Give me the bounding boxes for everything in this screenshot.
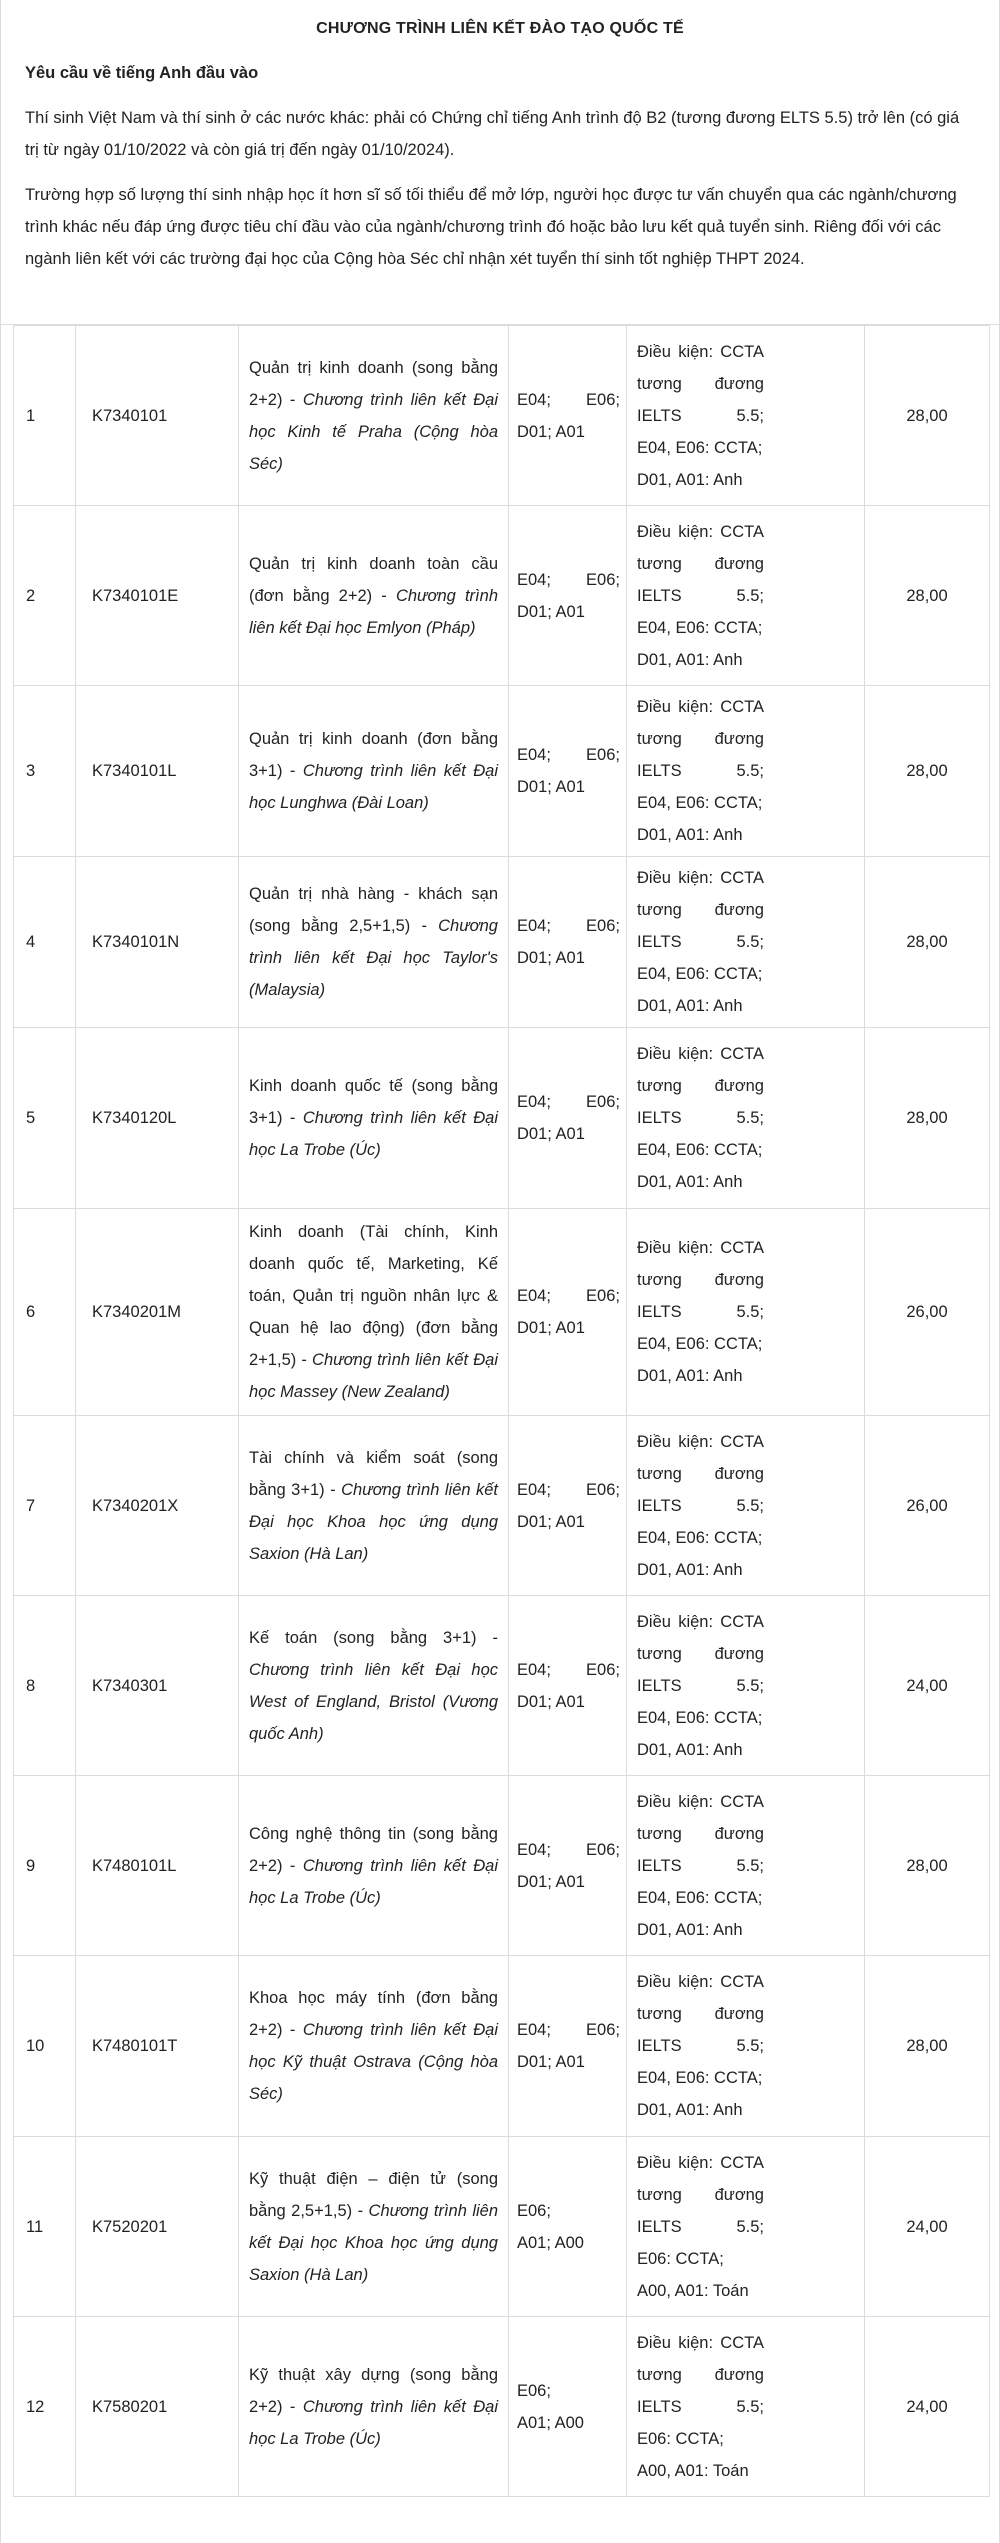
program-code: K7340101E — [76, 506, 239, 686]
requirement-line: E04, E06: CCTA; — [637, 438, 763, 457]
enrollment-note-paragraph: Trường hợp số lượng thí sinh nhập học ít hơn sĩ số tối thiểu để mở lớp, người học được tư vấn chuyển qua các ngành/chương trình khác nếu đáp ứng được tiêu chí đầu vào của ngành/chương trình đó hoặc bảo lưu kết quả tuyển sinh. Riêng đối với các ngành liên kết với các trường đại học của Cộng hòa Séc chỉ nhận xét tuyển thí sinh tốt nghiệp THPT 2024. — [25, 186, 957, 268]
table-row — [14, 2137, 990, 2317]
row-number: 2 — [14, 506, 76, 686]
table-row — [14, 857, 990, 1028]
requirements-cell — [627, 1596, 865, 1776]
requirement-line: Điều kiện: CCTA tương đương IELTS 5.5; — [637, 1792, 764, 1875]
row-number: 11 — [14, 2137, 76, 2317]
subject-combination-line: D01; A01 — [517, 602, 585, 621]
requirements-cell — [627, 1416, 865, 1596]
subject-combination-line: D01; A01 — [517, 1692, 585, 1711]
requirement-line: Điều kiện: CCTA tương đương IELTS 5.5; — [637, 2333, 764, 2416]
requirement-line: Điều kiện: CCTA tương đương IELTS 5.5; — [637, 1612, 764, 1695]
program-name-cell: Quản trị kinh doanh toàn cầu (đơn bằng 2+2) - Chương trình liên kết Đại học Emlyon (Pháp) — [239, 506, 509, 686]
requirement-line: E04, E06: CCTA; — [637, 1708, 763, 1727]
subject-combination-line: D01; A01 — [517, 1512, 585, 1531]
table-row — [14, 1209, 990, 1416]
subject-combination-line: D01; A01 — [517, 422, 585, 441]
row-number: 7 — [14, 1416, 76, 1596]
partner-program: Chương trình liên kết Đại học Lunghwa (Đài Loan) — [249, 762, 498, 812]
subject-combination-line: E06; — [517, 2201, 551, 2220]
program-name-cell: Công nghệ thông tin (song bằng 2+2) - Chương trình liên kết Đại học La Trobe (Úc) — [239, 1776, 509, 1956]
requirement-line: E04, E06: CCTA; — [637, 2069, 763, 2087]
row-number: 4 — [14, 857, 76, 1028]
requirement-line: Điều kiện: CCTA tương đương IELTS 5.5; — [637, 1239, 764, 1321]
requirement-line: D01, A01: Anh — [637, 2101, 743, 2119]
program-name-cell: Quản trị nhà hàng - khách sạn (song bằng 2,5+1,5) - Chương trình liên kết Đại học Taylor's (Malaysia) — [239, 857, 509, 1028]
subject-combination-line: E04; E06; — [517, 1287, 620, 1305]
requirements-cell — [627, 857, 865, 1028]
requirements-cell — [627, 1028, 865, 1209]
cutoff-score: 28,00 — [865, 1028, 990, 1209]
program-code: K7340301 — [76, 1596, 239, 1776]
requirement-line: Điều kiện: CCTA tương đương IELTS 5.5; — [637, 869, 764, 951]
program-name-cell: Kế toán (song bằng 3+1) - Chương trình liên kết Đại học West of England, Bristol (Vương quốc Anh) — [239, 1596, 509, 1776]
requirement-line: Điều kiện: CCTA tương đương IELTS 5.5; — [637, 1045, 764, 1127]
partner-program: Chương trình liên kết Đại học Massey (New Zealand) — [249, 1351, 498, 1401]
intro-section — [1, 0, 999, 325]
cutoff-score: 28,00 — [865, 506, 990, 686]
program-name-cell: Khoa học máy tính (đơn bằng 2+2) - Chương trình liên kết Đại học Kỹ thuật Ostrava (Cộng hòa Séc) — [239, 1956, 509, 2137]
subject-combinations-cell — [509, 2137, 627, 2317]
program-code: K7580201 — [76, 2317, 239, 2497]
partner-program: Chương trình liên kết Đại học La Trobe (Úc) — [249, 1856, 498, 1907]
requirement-line: D01, A01: Anh — [637, 1560, 743, 1579]
requirements-cell — [627, 2137, 865, 2317]
program-name-cell: Kinh doanh (Tài chính, Kinh doanh quốc tế, Marketing, Kế toán, Quản trị nguồn nhân lực & Quan hệ lao động) (đơn bằng 2+1,5) - Chương trình liên kết Đại học Massey (New Zealand) — [239, 1209, 509, 1416]
requirements-cell — [627, 1776, 865, 1956]
subject-combinations-cell — [509, 1209, 627, 1416]
program-code: K7520201 — [76, 2137, 239, 2317]
requirement-line: Điều kiện: CCTA tương đương IELTS 5.5; — [637, 698, 764, 780]
program-name: Quản trị kinh doanh toàn cầu (đơn bằng 2+2) — [249, 554, 498, 605]
subject-combinations-cell — [509, 857, 627, 1028]
program-code: K7480101T — [76, 1956, 239, 2137]
requirement-line: D01, A01: Anh — [637, 1173, 743, 1191]
partner-program: Chương trình liên kết Đại học La Trobe (Úc) — [249, 1109, 498, 1159]
subject-combination-line: E04; E06; — [517, 570, 620, 589]
subject-combination-line: D01; A01 — [517, 1125, 585, 1143]
requirements-cell — [627, 1209, 865, 1416]
subject-combination-line: A01; A00 — [517, 2413, 584, 2432]
program-name-cell: Kỹ thuật xây dựng (song bằng 2+2) - Chương trình liên kết Đại học La Trobe (Úc) — [239, 2317, 509, 2497]
requirement-line: E06: CCTA; — [637, 2249, 724, 2268]
row-number: 1 — [14, 326, 76, 506]
program-code: K7340120L — [76, 1028, 239, 1209]
program-code: K7340101L — [76, 686, 239, 857]
page-title: CHƯƠNG TRÌNH LIÊN KẾT ĐÀO TẠO QUỐC TẾ — [316, 20, 684, 37]
program-name: Kỹ thuật xây dựng (song bằng 2+2) — [249, 2365, 498, 2416]
section-heading: Yêu cầu về tiếng Anh đầu vào — [25, 64, 259, 82]
subject-combinations-cell — [509, 2317, 627, 2497]
partner-program: Chương trình liên kết Đại học Kinh tế Praha (Cộng hòa Séc) — [249, 390, 498, 473]
requirement-line: Điều kiện: CCTA tương đương IELTS 5.5; — [637, 1432, 764, 1515]
requirement-line: Điều kiện: CCTA tương đương IELTS 5.5; — [637, 2153, 764, 2236]
requirement-line: D01, A01: Anh — [637, 1367, 743, 1385]
cutoff-score: 28,00 — [865, 857, 990, 1028]
cutoff-score: 28,00 — [865, 1776, 990, 1956]
subject-combinations-cell — [509, 1596, 627, 1776]
subject-combinations-cell — [509, 1028, 627, 1209]
subject-combinations-cell — [509, 1776, 627, 1956]
program-name: Quản trị kinh doanh (song bằng 2+2) — [249, 358, 498, 409]
table-row — [14, 1776, 990, 1956]
requirement-line: Điều kiện: CCTA tương đương IELTS 5.5; — [637, 1973, 764, 2055]
cutoff-score: 24,00 — [865, 2137, 990, 2317]
subject-combination-line: D01; A01 — [517, 1872, 585, 1891]
requirements-cell — [627, 2317, 865, 2497]
program-name: Kinh doanh quốc tế (song bằng 3+1) — [249, 1077, 498, 1127]
row-number: 10 — [14, 1956, 76, 2137]
requirement-line: Điều kiện: CCTA tương đương IELTS 5.5; — [637, 522, 764, 605]
requirement-line: E06: CCTA; — [637, 2429, 724, 2448]
requirement-line: D01, A01: Anh — [637, 826, 743, 844]
cutoff-score: 24,00 — [865, 1596, 990, 1776]
program-code: K7480101L — [76, 1776, 239, 1956]
requirement-line: D01, A01: Anh — [637, 1920, 743, 1939]
requirement-line: E04, E06: CCTA; — [637, 618, 763, 637]
requirement-line: E04, E06: CCTA; — [637, 965, 763, 983]
row-number: 5 — [14, 1028, 76, 1209]
program-name-cell: Quản trị kinh doanh (đơn bằng 3+1) - Chương trình liên kết Đại học Lunghwa (Đài Loan) — [239, 686, 509, 857]
partner-program: Chương trình liên kết Đại học Emlyon (Pháp) — [249, 586, 498, 637]
program-name-cell: Kinh doanh quốc tế (song bằng 3+1) - Chương trình liên kết Đại học La Trobe (Úc) — [239, 1028, 509, 1209]
table-row — [14, 686, 990, 857]
partner-program: Chương trình liên kết Đại học Khoa học ứng dụng Saxion (Hà Lan) — [249, 2201, 499, 2284]
requirement-line: E04, E06: CCTA; — [637, 1888, 763, 1907]
cutoff-score: 28,00 — [865, 326, 990, 506]
requirement-line: D01, A01: Anh — [637, 650, 743, 669]
partner-program: Chương trình liên kết Đại học Kỹ thuật Ostrava (Cộng hòa Séc) — [249, 2021, 498, 2103]
requirement-line: D01, A01: Anh — [637, 997, 743, 1015]
requirement-line: D01, A01: Anh — [637, 1740, 743, 1759]
partner-program: Chương trình liên kết Đại học Khoa học ứng dụng Saxion (Hà Lan) — [249, 1480, 499, 1563]
cutoff-score: 28,00 — [865, 686, 990, 857]
subject-combination-line: D01; A01 — [517, 778, 585, 796]
program-name: Tài chính và kiểm soát (song bằng 3+1) — [249, 1448, 498, 1499]
subject-combination-line: E04; E06; — [517, 2021, 620, 2039]
program-name-cell: Tài chính và kiểm soát (song bằng 3+1) - Chương trình liên kết Đại học Khoa học ứng dụng Saxion (Hà Lan) — [239, 1416, 509, 1596]
programs-table — [13, 325, 990, 2497]
subject-combinations-cell — [509, 1416, 627, 1596]
program-name: Quản trị nhà hàng - khách sạn (song bằng 2,5+1,5) — [249, 885, 498, 935]
subject-combination-line: D01; A01 — [517, 2053, 585, 2071]
partner-program: Chương trình liên kết Đại học West of England, Bristol (Vương quốc Anh) — [249, 1660, 498, 1743]
partner-program: Chương trình liên kết Đại học La Trobe (Úc) — [249, 2397, 498, 2448]
requirements-cell — [627, 506, 865, 686]
requirements-cell — [627, 326, 865, 506]
subject-combination-line: E04; E06; — [517, 1093, 620, 1111]
table-row — [14, 2317, 990, 2497]
subject-combination-line: E04; E06; — [517, 746, 620, 764]
program-code: K7340201M — [76, 1209, 239, 1416]
table-row — [14, 1028, 990, 1209]
subject-combinations-cell — [509, 686, 627, 857]
cutoff-score: 26,00 — [865, 1416, 990, 1596]
requirement-line: E04, E06: CCTA; — [637, 1141, 763, 1159]
subject-combination-line: E06; — [517, 2381, 551, 2400]
subject-combinations-cell — [509, 326, 627, 506]
program-code: K7340201X — [76, 1416, 239, 1596]
cutoff-score: 24,00 — [865, 2317, 990, 2497]
program-name: Kế toán (song bằng 3+1) — [249, 1628, 477, 1647]
requirements-cell — [627, 1956, 865, 2137]
program-code: K7340101N — [76, 857, 239, 1028]
subject-combination-line: D01; A01 — [517, 949, 585, 967]
subject-combination-line: E04; E06; — [517, 390, 620, 409]
requirement-line: A00, A01: Toán — [637, 2461, 749, 2480]
partner-program: Chương trình liên kết Đại học Taylor's (Malaysia) — [249, 917, 498, 999]
english-requirement-paragraph: Thí sinh Việt Nam và thí sinh ở các nước khác: phải có Chứng chỉ tiếng Anh trình độ B2 (tương đương ELTS 5.5) trở lên (có giá trị từ ngày 01/10/2022 và còn giá trị đến ngày 01/10/2024). — [25, 109, 960, 159]
requirement-line: D01, A01: Anh — [637, 470, 743, 489]
cutoff-score: 26,00 — [865, 1209, 990, 1416]
table-row — [14, 326, 990, 506]
subject-combination-line: E04; E06; — [517, 917, 620, 935]
row-number: 9 — [14, 1776, 76, 1956]
program-name: Kỹ thuật điện – điện tử (song bằng 2,5+1,5) — [249, 2169, 498, 2220]
row-number: 3 — [14, 686, 76, 857]
program-name-cell: Quản trị kinh doanh (song bằng 2+2) - Chương trình liên kết Đại học Kinh tế Praha (Cộng hòa Séc) — [239, 326, 509, 506]
program-name-cell: Kỹ thuật điện – điện tử (song bằng 2,5+1,5) - Chương trình liên kết Đại học Khoa học ứng dụng Saxion (Hà Lan) — [239, 2137, 509, 2317]
subject-combination-line: E04; E06; — [517, 1660, 620, 1679]
requirement-line: E04, E06: CCTA; — [637, 794, 763, 812]
program-name: Khoa học máy tính (đơn bằng 2+2) — [249, 1989, 498, 2039]
requirement-line: E04, E06: CCTA; — [637, 1528, 763, 1547]
subject-combination-line: A01; A00 — [517, 2233, 584, 2252]
table-row — [14, 1956, 990, 2137]
subject-combination-line: E04; E06; — [517, 1480, 620, 1499]
program-name: Kinh doanh (Tài chính, Kinh doanh quốc tế, Marketing, Kế toán, Quản trị nguồn nhân lực & Quan hệ lao động) (đơn bằng 2+1,5) — [249, 1223, 498, 1369]
table-row — [14, 1416, 990, 1596]
row-number: 8 — [14, 1596, 76, 1776]
cutoff-score: 28,00 — [865, 1956, 990, 2137]
row-number: 6 — [14, 1209, 76, 1416]
requirement-line: Điều kiện: CCTA tương đương IELTS 5.5; — [637, 342, 764, 425]
program-code: K7340101 — [76, 326, 239, 506]
row-number: 12 — [14, 2317, 76, 2497]
requirement-line: E04, E06: CCTA; — [637, 1335, 763, 1353]
subject-combination-line: D01; A01 — [517, 1319, 585, 1337]
subject-combination-line: E04; E06; — [517, 1840, 620, 1859]
requirement-line: A00, A01: Toán — [637, 2281, 749, 2300]
program-name: Công nghệ thông tin (song bằng 2+2) — [249, 1824, 498, 1875]
table-row — [14, 1596, 990, 1776]
subject-combinations-cell — [509, 1956, 627, 2137]
subject-combinations-cell — [509, 506, 627, 686]
requirements-cell — [627, 686, 865, 857]
table-row — [14, 506, 990, 686]
program-name: Quản trị kinh doanh (đơn bằng 3+1) — [249, 730, 498, 780]
